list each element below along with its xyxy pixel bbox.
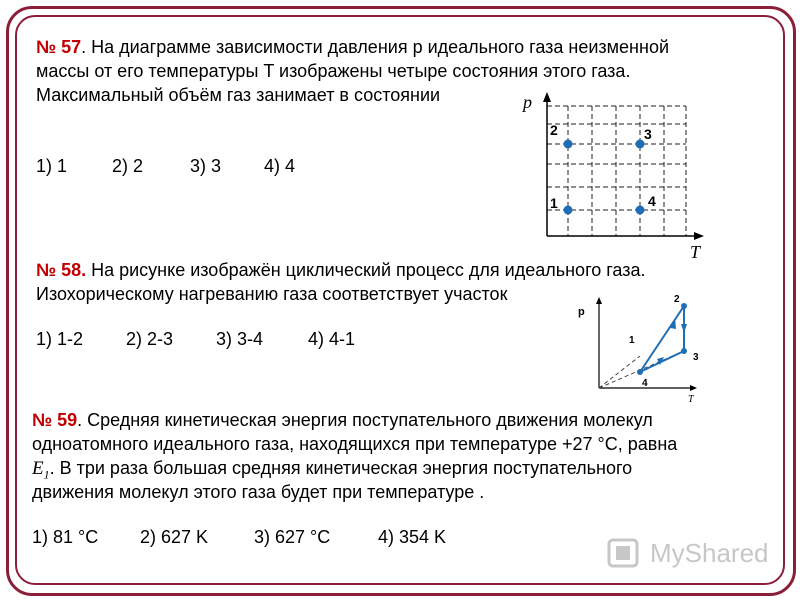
- q59-answer-3[interactable]: 3) 627 °С: [254, 527, 331, 547]
- q59-answers: [32, 527, 446, 548]
- q57-answers: [36, 156, 295, 177]
- q58-answer-2[interactable]: 2) 2-3: [126, 329, 174, 349]
- q57-p-arrow: [543, 92, 551, 102]
- q58-cycle: [640, 306, 684, 372]
- q57-answer-3[interactable]: 3) 3: [190, 156, 222, 176]
- q57-point-1: [564, 206, 573, 215]
- q59-line2: одноатомного идеального газа, находящихся при температуре +27 °С, равна: [32, 434, 678, 454]
- q58-y-label: p: [578, 306, 585, 318]
- q57-text-1: . На диаграмме зависимости давления p идеального газа неизменной: [81, 37, 670, 57]
- q58-label-2: 2: [674, 294, 680, 305]
- q59-answer-2[interactable]: 2) 627 K: [140, 527, 209, 547]
- watermark: [606, 534, 776, 574]
- q58-t-arrow: [690, 385, 697, 391]
- q57-t-arrow: [694, 232, 704, 240]
- q58-line2: Изохорическому нагреванию газа соответствует участок: [36, 284, 508, 304]
- q59-number: № 59: [32, 410, 78, 430]
- q57-answer-2[interactable]: 2) 2: [112, 156, 144, 176]
- q58-point-2: [681, 303, 687, 309]
- q57-label-2: 2: [550, 122, 558, 138]
- q58-p-arrow: [596, 297, 602, 304]
- q59-line1: [32, 409, 653, 431]
- q59-text-3: . В три раза большая средняя кинетическая энергия поступательного: [49, 458, 633, 478]
- q58-arrow-1-2: [670, 318, 676, 329]
- q57-line1: [36, 36, 669, 58]
- q57-number: № 57: [36, 37, 82, 57]
- q57-point-4: [636, 206, 645, 215]
- q59-energy-symbol: E: [32, 458, 44, 479]
- q57-point-2: [564, 140, 573, 149]
- q59-text-1: . Средняя кинетическая энергия поступательного движения молекул: [77, 410, 653, 430]
- q57-label-3: 3: [644, 126, 652, 142]
- q57-answer-1[interactable]: 1) 1: [36, 156, 68, 176]
- q58-pt-diagram: [566, 288, 706, 414]
- q58-arrow-2-3: [681, 324, 687, 333]
- q58-text-1: На рисунке изображён циклический процесс для идеального газа.: [86, 260, 646, 280]
- q58-label-4: 4: [642, 378, 648, 389]
- q58-answer-3[interactable]: 3) 3-4: [216, 329, 264, 349]
- q58-x-label: T: [688, 394, 694, 405]
- q59-answer-4[interactable]: 4) 354 K: [378, 527, 447, 547]
- watermark-text: MyShared: [650, 538, 769, 568]
- q58-label-1: 1: [629, 335, 635, 346]
- q57-line3: Максимальный объём газ занимает в состоянии: [36, 85, 441, 105]
- q57-label-4: 4: [648, 193, 656, 209]
- q57-grid: [547, 106, 686, 236]
- q58-point-4: [637, 369, 643, 375]
- q57-x-label: T: [690, 242, 701, 262]
- q58-point-3: [681, 348, 687, 354]
- q58-answer-1[interactable]: 1) 1-2: [36, 329, 84, 349]
- q58-isochore-dashed-1: [599, 356, 640, 388]
- q58-answers: [36, 329, 355, 350]
- q57-label-1: 1: [550, 195, 558, 211]
- q59-answer-1[interactable]: 1) 81 °С: [32, 527, 99, 547]
- q59-line4: движения молекул этого газа будет при температуре .: [32, 482, 485, 502]
- q57-answer-4[interactable]: 4) 4: [264, 156, 296, 176]
- q59-energy-subscript: 1: [43, 467, 50, 482]
- q57-line2: массы от его температуры T изображены четыре состояния этого газа.: [36, 61, 631, 81]
- q57-pt-diagram: [510, 86, 710, 262]
- q58-answer-4[interactable]: 4) 4-1: [308, 329, 356, 349]
- watermark-logo-icon: [606, 534, 646, 574]
- q58-line1: [36, 259, 646, 281]
- q58-label-3: 3: [693, 352, 699, 363]
- q57-y-label: p: [523, 92, 532, 112]
- q58-number: № 58.: [36, 260, 87, 280]
